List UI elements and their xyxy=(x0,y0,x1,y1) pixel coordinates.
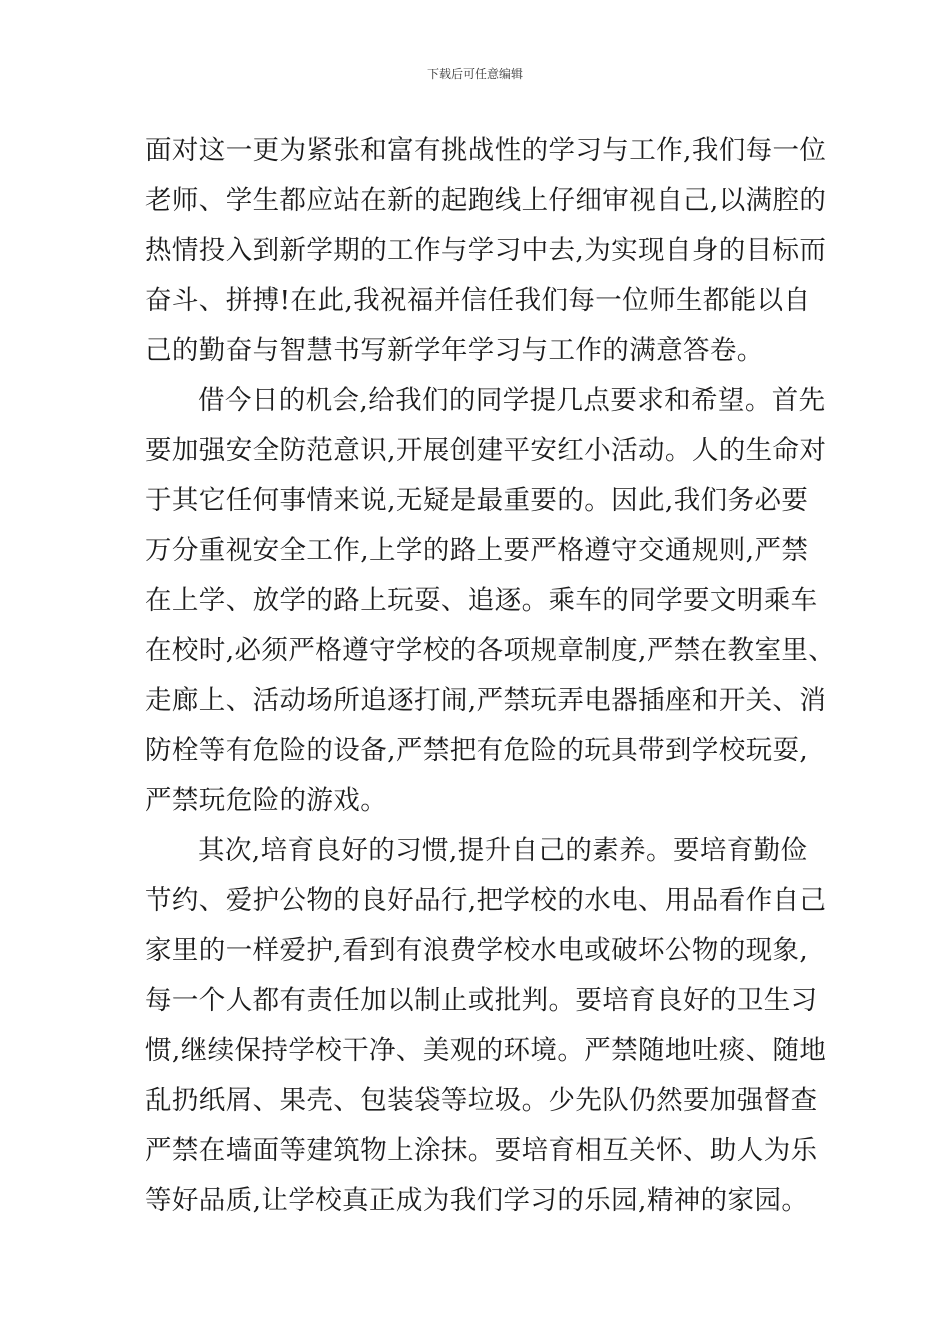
text-line: 在上学、放学的路上玩耍、追逐。乘车的同学要文明乘车 xyxy=(145,585,818,616)
text-line: 老师、学生都应站在新的起跑线上仔细审视自己,以满腔的 xyxy=(145,185,827,216)
text-line: 热情投入到新学期的工作与学习中去,为实现自身的目标而 xyxy=(145,235,827,266)
text-line: 走廊上、活动场所追逐打闹,严禁玩弄电器插座和开关、消 xyxy=(145,685,827,716)
page-header: 下载后可任意编辑 xyxy=(426,67,523,81)
paragraph-2 xyxy=(145,376,836,826)
text-line: 在校时,必须严格遵守学校的各项规章制度,严禁在教室里、 xyxy=(145,635,836,666)
paragraph-1 xyxy=(145,126,827,376)
text-line: 其次,培育良好的习惯,提升自己的素养。要培育勤俭 xyxy=(198,835,808,866)
text-line: 乱扔纸屑、果壳、包装袋等垃圾。少先队仍然要加强督查 xyxy=(145,1085,818,1116)
text-line: 借今日的机会,给我们的同学提几点要求和希望。首先 xyxy=(198,385,826,416)
text-line: 严禁在墙面等建筑物上涂抹。要培育相互关怀、助人为乐 xyxy=(145,1135,818,1166)
text-line: 万分重视安全工作,上学的路上要严格遵守交通规则,严禁 xyxy=(145,535,809,566)
text-line: 面对这一更为紧张和富有挑战性的学习与工作,我们每一位 xyxy=(145,135,827,166)
text-line: 等好品质,让学校真正成为我们学习的乐园,精神的家园。 xyxy=(145,1185,809,1216)
document-body xyxy=(145,126,836,1226)
text-line: 每一个人都有责任加以制止或批判。要培育良好的卫生习 xyxy=(145,985,818,1016)
paragraph-3 xyxy=(145,826,827,1226)
text-line: 要加强安全防范意识,开展创建平安红小活动。人的生命对 xyxy=(145,435,827,466)
text-line: 节约、爱护公物的良好品行,把学校的水电、用品看作自己 xyxy=(145,885,827,916)
text-line: 防栓等有危险的设备,严禁把有危险的玩具带到学校玩耍, xyxy=(145,735,809,766)
text-line: 于其它任何事情来说,无疑是最重要的。因此,我们务必要 xyxy=(145,485,809,516)
text-line: 奋斗、拼搏!在此,我祝福并信任我们每一位师生都能以自 xyxy=(145,285,811,316)
text-line: 家里的一样爱护,看到有浪费学校水电或破坏公物的现象, xyxy=(145,935,809,966)
text-line: 惯,继续保持学校干净、美观的环境。严禁随地吐痰、随地 xyxy=(145,1035,827,1066)
text-line: 己的勤奋与智慧书写新学年学习与工作的满意答卷。 xyxy=(145,335,764,366)
text-line: 严禁玩危险的游戏。 xyxy=(145,785,388,816)
